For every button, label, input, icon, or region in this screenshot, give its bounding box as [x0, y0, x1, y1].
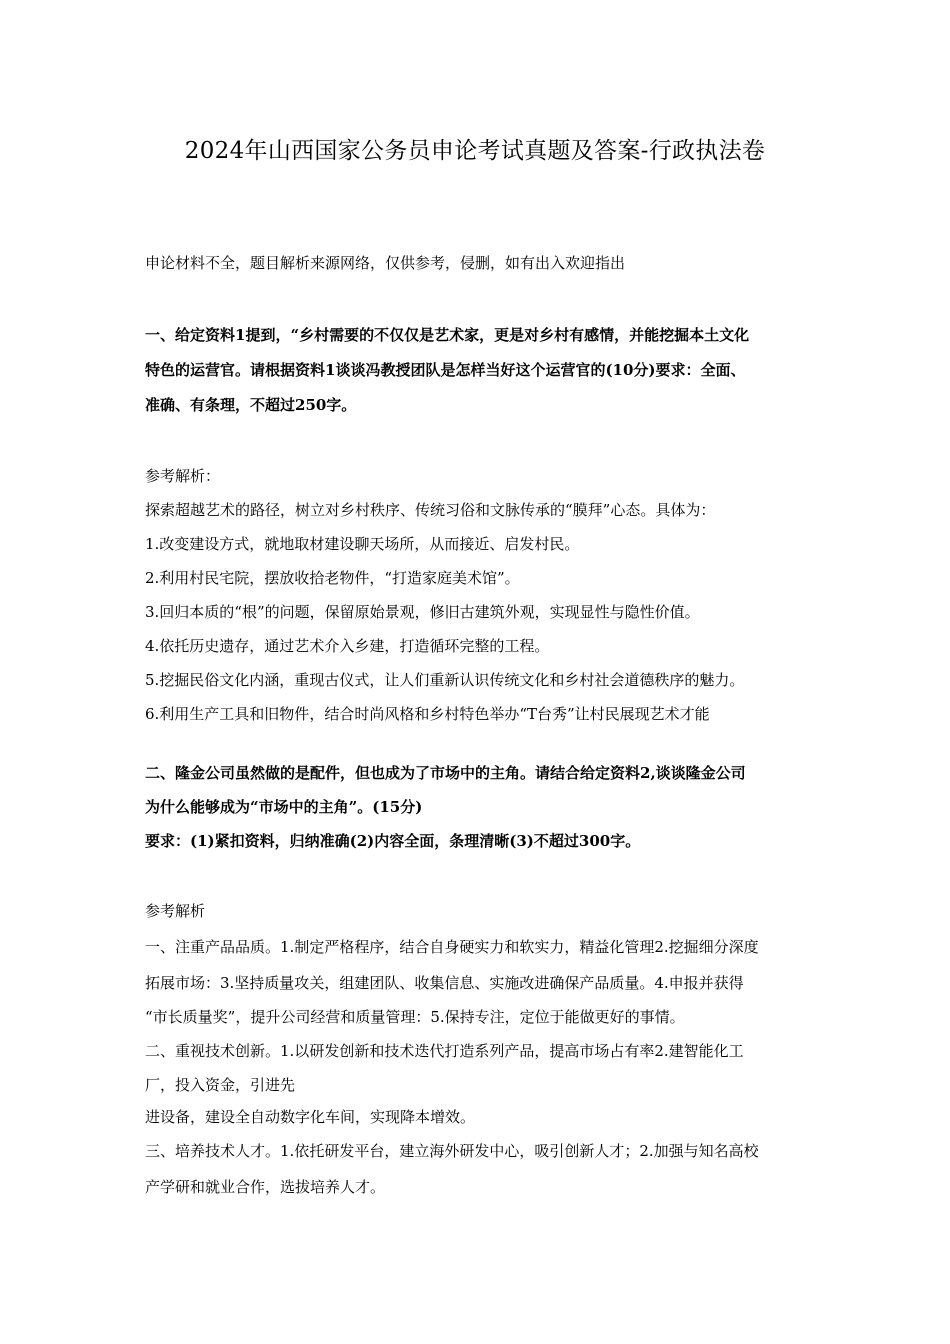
answer-1-line: 3.回归本质的“根”的问题，保留原始景观，修旧古建筑外观，实现显性与隐性价值。	[145, 603, 700, 621]
question-2-line: 二、隆金公司虽然做的是配件，但也成为了市场中的主角。请结合给定资料2,谈谈隆金公司	[145, 764, 746, 782]
answer-1-line: 1.改变建设方式，就地取材建设聊天场所，从而接近、启发村民。	[145, 535, 580, 553]
question-1-line: 准确、有条理，不超过250字。	[145, 396, 357, 414]
answer-2-line: 产学研和就业合作，选拔培养人才。	[145, 1178, 386, 1196]
notice-text: 申论材料不全，题目解析来源网络，仅供参考，侵删，如有出入欢迎指出	[145, 254, 626, 272]
answer-2-line: 一、注重产品品质。1.制定严格程序，结合自身硬实力和软实力，精益化管理2.挖掘细分深度	[145, 938, 759, 956]
answer-2	[145, 893, 813, 1205]
question-1-line: 特色的运营官。请根据资料1谈谈冯教授团队是怎样当好这个运营官的(10分)要求：全面、	[145, 361, 746, 379]
answer-1-line: 6.利用生产工具和旧物件，结合时尚风格和乡村特色举办“T台秀”让村民展现艺术才能	[145, 705, 710, 723]
answer-2-line: 二、重视技术创新。1.以研发创新和技术迭代打造系列产品，提高市场占有率2.建智能化工	[145, 1042, 744, 1060]
question-2-line: 要求：(1)紧扣资料，归纳准确(2)内容全面，条理清晰(3)不超过300字。	[145, 832, 641, 850]
answer-2-line: 三、培养技术人才。1.依托研发平台，建立海外研发中心，吸引创新人才；2.加强与知名高校	[145, 1142, 759, 1160]
answer-2-line: 进设备，建设全自动数字化车间，实现降本增效。	[145, 1108, 476, 1126]
question-2	[145, 756, 813, 858]
question-2-line: 为什么能够成为“市场中的主角”。(15分)	[145, 798, 423, 816]
answer-1-line: 4.依托历史遗存，通过艺术介入乡建，打造循环完整的工程。	[145, 637, 550, 655]
answer-1-line: 2.利用村民宅院，摆放收拾老物件，“打造家庭美术馆”。	[145, 569, 520, 587]
answer-1-line: 5.挖掘民俗文化内涵，重现古仪式，让人们重新认识传统文化和乡村社会道德秩序的魅力。	[145, 671, 745, 689]
answer-2-label: 参考解析	[145, 902, 206, 920]
question-1	[145, 318, 813, 423]
answer-1-label: 参考解析：	[145, 467, 221, 485]
answer-2-line: 厂，投入资金，引进先	[145, 1076, 296, 1094]
document-title: 2024年山西国家公务员申论考试真题及答案-行政执法卷	[184, 138, 766, 164]
disclaimer-notice	[145, 252, 813, 274]
question-1-line: 一、给定资料1提到，“乡村需要的不仅仅是艺术家，更是对乡村有感情，并能挖掘本土文化	[145, 326, 750, 344]
answer-2-line: 拓展市场：3.坚持质量攻关，组建团队、收集信息、实施改进确保产品质量。4.申报并获得	[145, 974, 744, 992]
answer-1-line: 探索超越艺术的路径，树立对乡村秩序、传统习俗和文脉传承的“膜拜”心态。具体为：	[145, 501, 716, 519]
answer-1	[145, 459, 813, 731]
answer-2-line: “市长质量奖”，提升公司经营和质量管理：5.保持专注，定位于能做更好的事情。	[145, 1008, 685, 1026]
